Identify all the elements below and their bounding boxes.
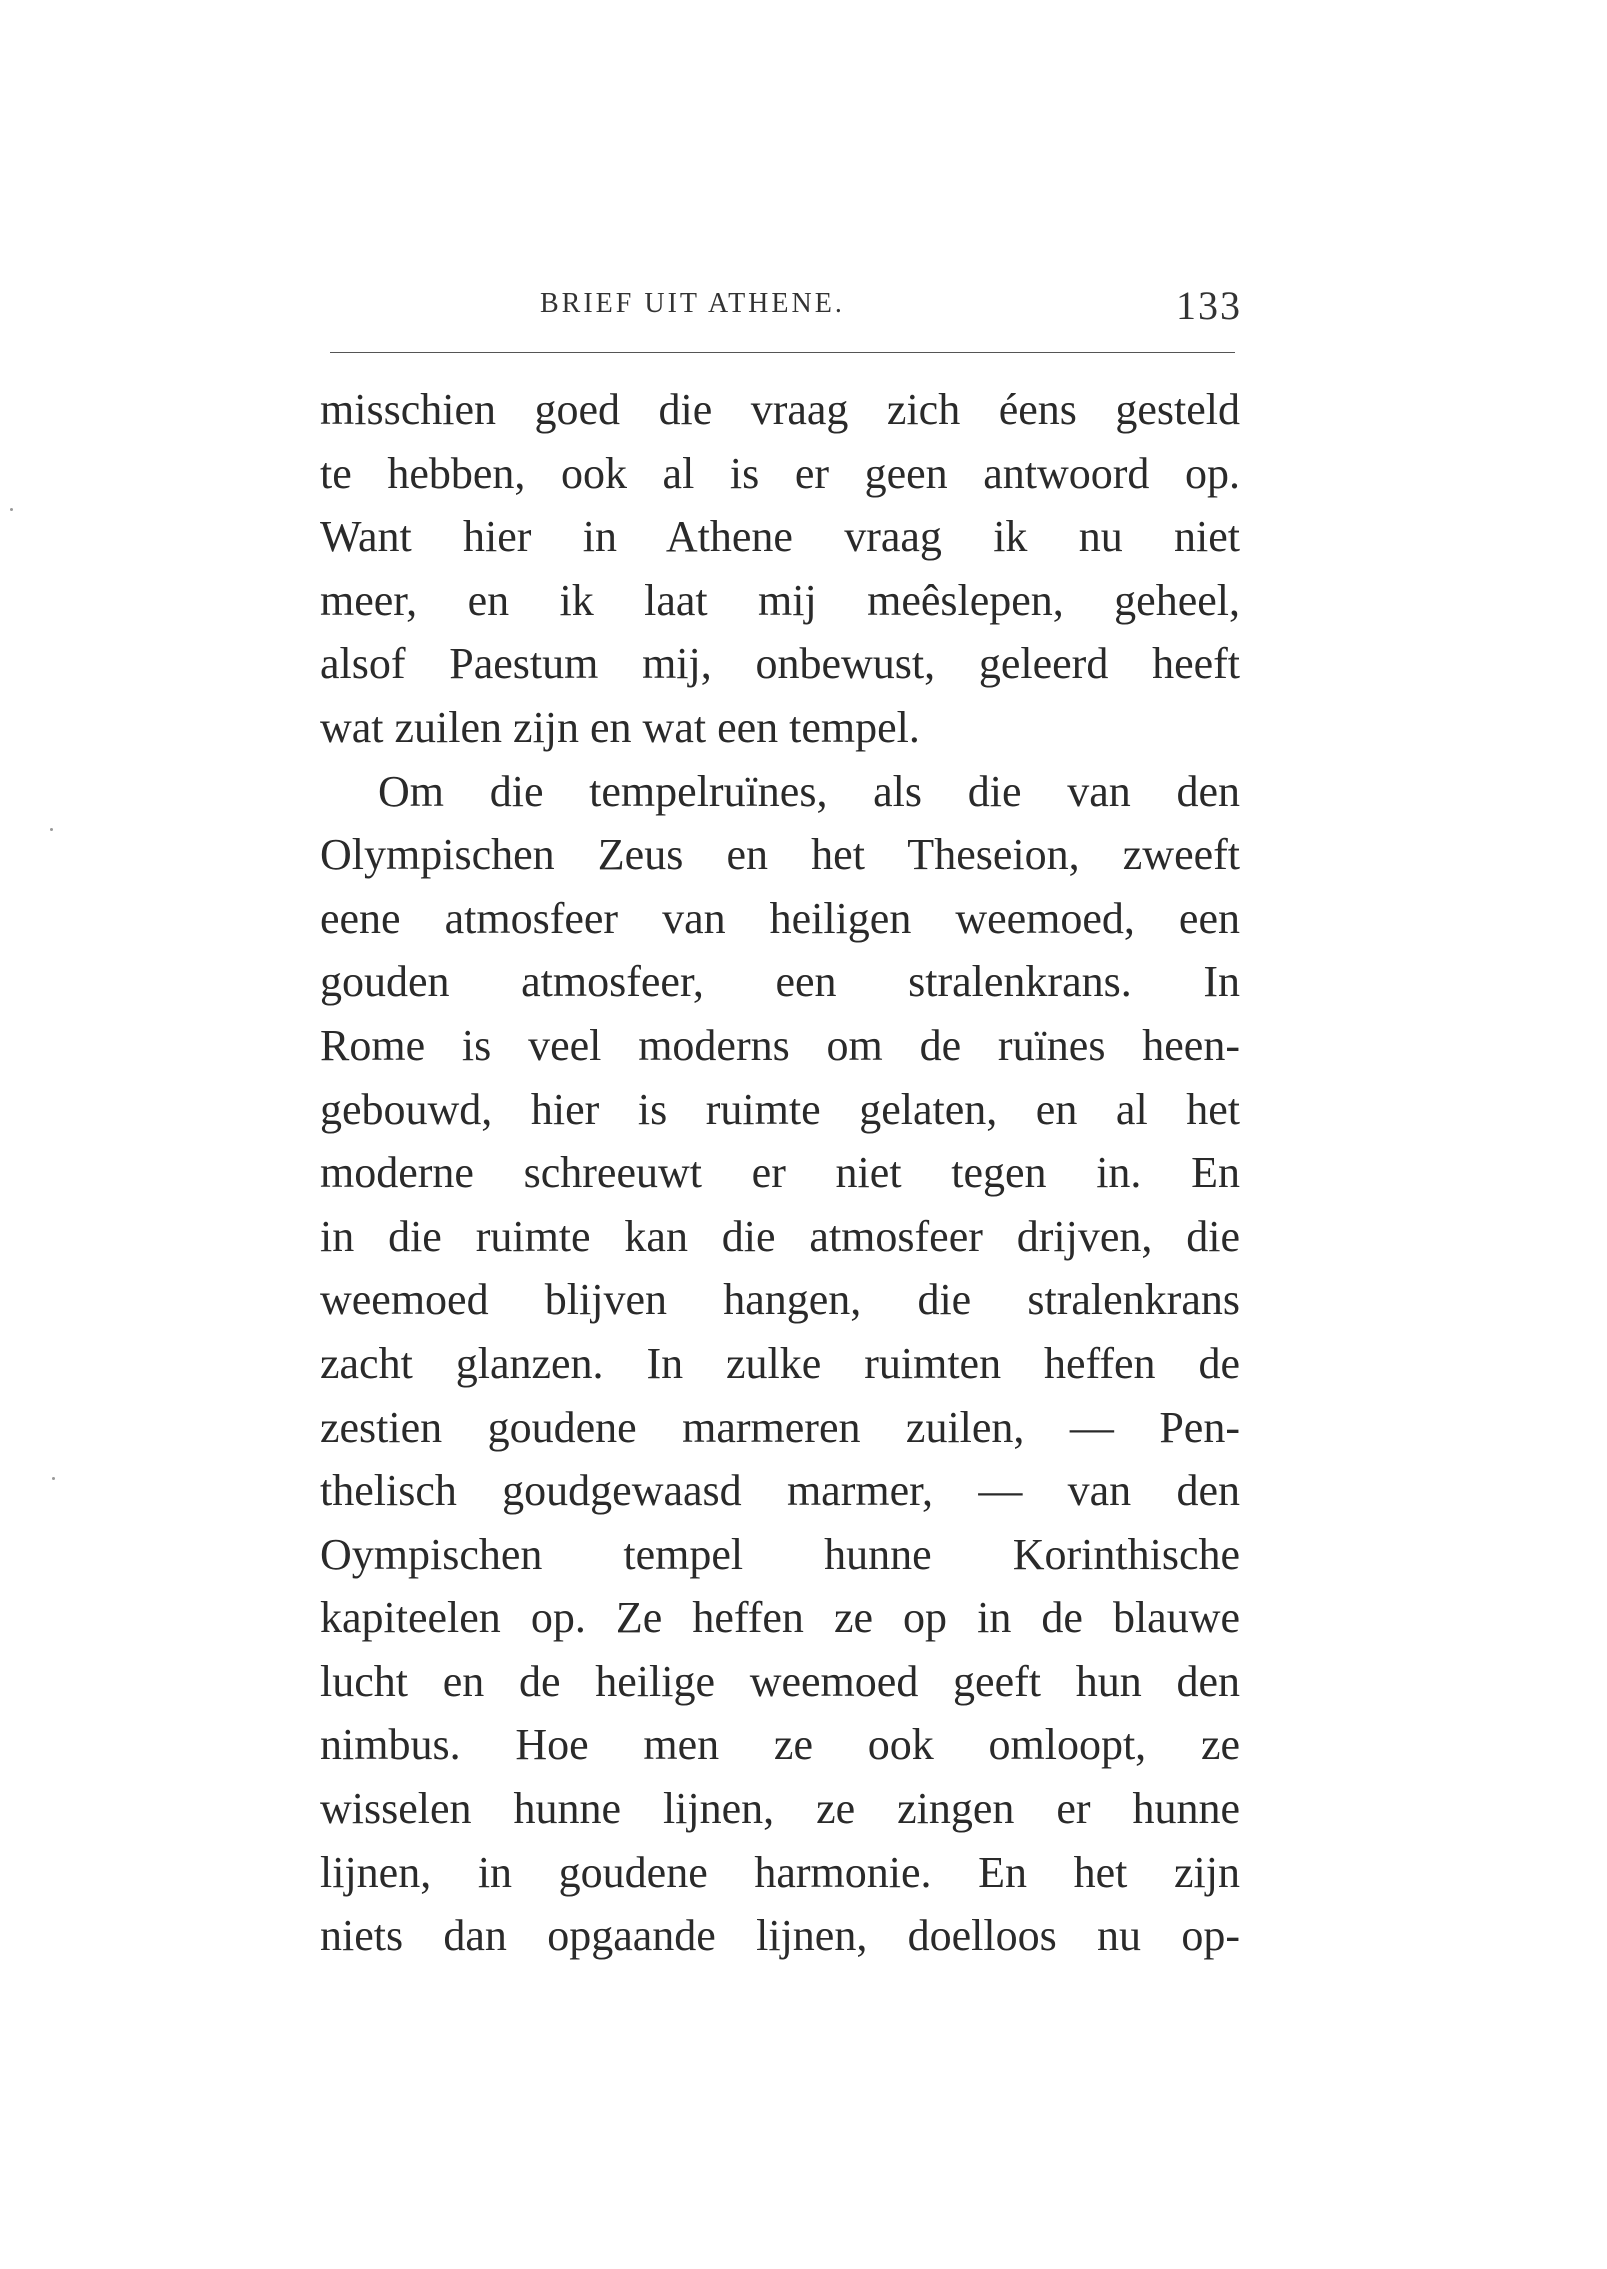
scan-speck <box>52 1477 55 1480</box>
text-line: zacht glanzen. In zulke ruimten heffen de <box>320 1338 1240 1388</box>
text-line: Om die tempelruïnes, als die van den <box>378 766 1240 816</box>
text-line: thelisch goudgewaasd marmer, — van den <box>320 1466 1240 1516</box>
text-line: Olympischen Zeus en het Theseion, zweeft <box>320 830 1240 880</box>
running-title: BRIEF UIT ATHENE. <box>540 288 845 319</box>
scan-speck <box>50 828 53 831</box>
text-line: alsof Paestum mij, onbewust, geleerd heeft <box>320 639 1240 689</box>
text-line: Want hier in Athene vraag ik nu niet <box>320 512 1240 562</box>
text-line: lucht en de heilige weemoed geeft hun den <box>320 1656 1240 1706</box>
text-line: wisselen hunne lijnen, ze zingen er hunne <box>320 1784 1240 1834</box>
text-line: te hebben, ook al is er geen antwoord op. <box>320 448 1240 498</box>
text-line: niets dan opgaande lijnen, doelloos nu op- <box>320 1911 1240 1961</box>
text-line: kapiteelen op. Ze heffen ze op in de blauwe <box>320 1593 1240 1643</box>
text-line: gouden atmosfeer, een stralenkrans. In <box>320 957 1240 1007</box>
text-line: in die ruimte kan die atmosfeer drijven, die <box>320 1211 1240 1261</box>
text-line: gebouwd, hier is ruimte gelaten, en al het <box>320 1084 1240 1134</box>
body-text <box>320 378 1240 1968</box>
running-head <box>330 282 1242 342</box>
text-line: lijnen, in goudene harmonie. En het zijn <box>320 1847 1240 1897</box>
text-line: moderne schreeuwt er niet tegen in. En <box>320 1148 1240 1198</box>
text-line: Oympischen tempel hunne Korinthische <box>320 1529 1240 1579</box>
text-line: weemoed blijven hangen, die stralenkrans <box>320 1275 1240 1325</box>
page-number: 133 <box>1176 283 1242 328</box>
header-rule <box>330 352 1235 353</box>
text-line: meer, en ik laat mij meêslepen, geheel, <box>320 575 1240 625</box>
text-line: zestien goudene marmeren zuilen, — Pen- <box>320 1402 1240 1452</box>
scan-speck <box>10 508 13 511</box>
text-line: Rome is veel moderns om de ruïnes heen- <box>320 1020 1240 1070</box>
text-line: wat zuilen zijn en wat een tempel. <box>320 702 920 752</box>
text-line: eene atmosfeer van heiligen weemoed, een <box>320 893 1240 943</box>
text-line: misschien goed die vraag zich éens gesteld <box>320 385 1240 434</box>
text-line: nimbus. Hoe men ze ook omloopt, ze <box>320 1720 1240 1770</box>
